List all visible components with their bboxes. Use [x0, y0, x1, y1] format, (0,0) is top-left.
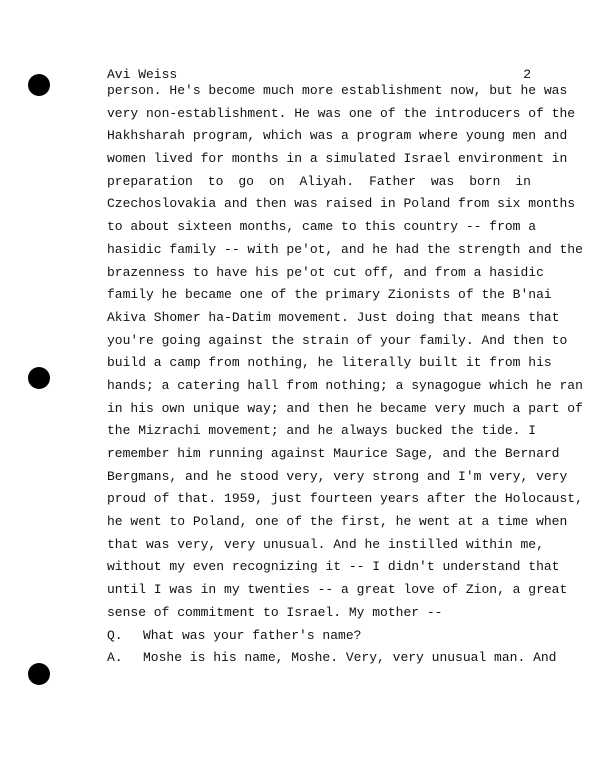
binder-hole-bottom	[28, 663, 50, 685]
transcript-body	[107, 80, 583, 670]
transcript-line: hasidic family -- with pe'ot, and he had the strength and the	[107, 241, 583, 257]
transcript-line: very non-establishment. He was one of the introducers of the	[107, 105, 576, 121]
page-number: 2	[523, 67, 531, 82]
transcript-line: until I was in my twenties -- a great love of Zion, a great	[107, 582, 568, 598]
transcript-line: he went to Poland, one of the first, he went at a time when	[107, 514, 568, 530]
binder-hole-middle	[28, 367, 50, 389]
transcript-line: proud of that. 1959, just fourteen years after the Holocaust,	[107, 491, 583, 507]
transcript-line: Bergmans, and he stood very, very strong and I'm very, very	[107, 468, 568, 484]
transcript-line: in his own unique way; and then he became very much a part of	[107, 400, 583, 416]
transcript-line: to about sixteen months, came to this country -- from a	[107, 219, 537, 235]
transcript-line: family he became one of the primary Zionists of the B'nai	[107, 287, 552, 303]
transcript-line: sense of commitment to Israel. My mother --	[107, 604, 443, 620]
speaker-name: Avi Weiss	[107, 67, 178, 82]
question-tag: Q.	[107, 627, 123, 643]
transcript-line: without my even recognizing it -- I didn't understand that	[107, 559, 560, 575]
transcript-line: Akiva Shomer ha-Datim movement. Just doing that means that	[107, 309, 560, 325]
transcript-line: person. He's become much more establishment now, but he was	[107, 83, 568, 98]
transcript-line: women lived for months in a simulated Israel environment in	[107, 151, 568, 167]
transcript-line: preparation to go on Aliyah. Father was born in	[107, 173, 531, 189]
question-line	[107, 625, 531, 648]
answer-line	[107, 647, 557, 670]
transcript-line: Hakhsharah program, which was a program where young men and	[107, 128, 568, 144]
answer-tag: A.	[107, 650, 123, 666]
transcript-line: hands; a catering hall from nothing; a synagogue which he ran	[107, 377, 583, 393]
question-text: What was your father's name?	[143, 627, 362, 643]
binder-hole-top	[28, 74, 50, 96]
transcript-line: Czechoslovakia and then was raised in Poland from six months	[107, 196, 576, 212]
transcript-line: build a camp from nothing, he literally built it from his	[107, 355, 552, 371]
transcript-line: the Mizrachi movement; and he always bucked the tide. I	[107, 423, 537, 439]
transcript-line: you're going against the strain of your family. And then to	[107, 332, 568, 348]
transcript-line: remember him running against Maurice Sage, and the Bernard	[107, 446, 560, 461]
answer-text: Moshe is his name, Moshe. Very, very unusual man. And	[143, 650, 557, 666]
transcript-line: brazenness to have his pe'ot cut off, and from a hasidic	[107, 264, 544, 280]
transcript-line: that was very, very unusual. And he instilled within me,	[107, 536, 544, 552]
